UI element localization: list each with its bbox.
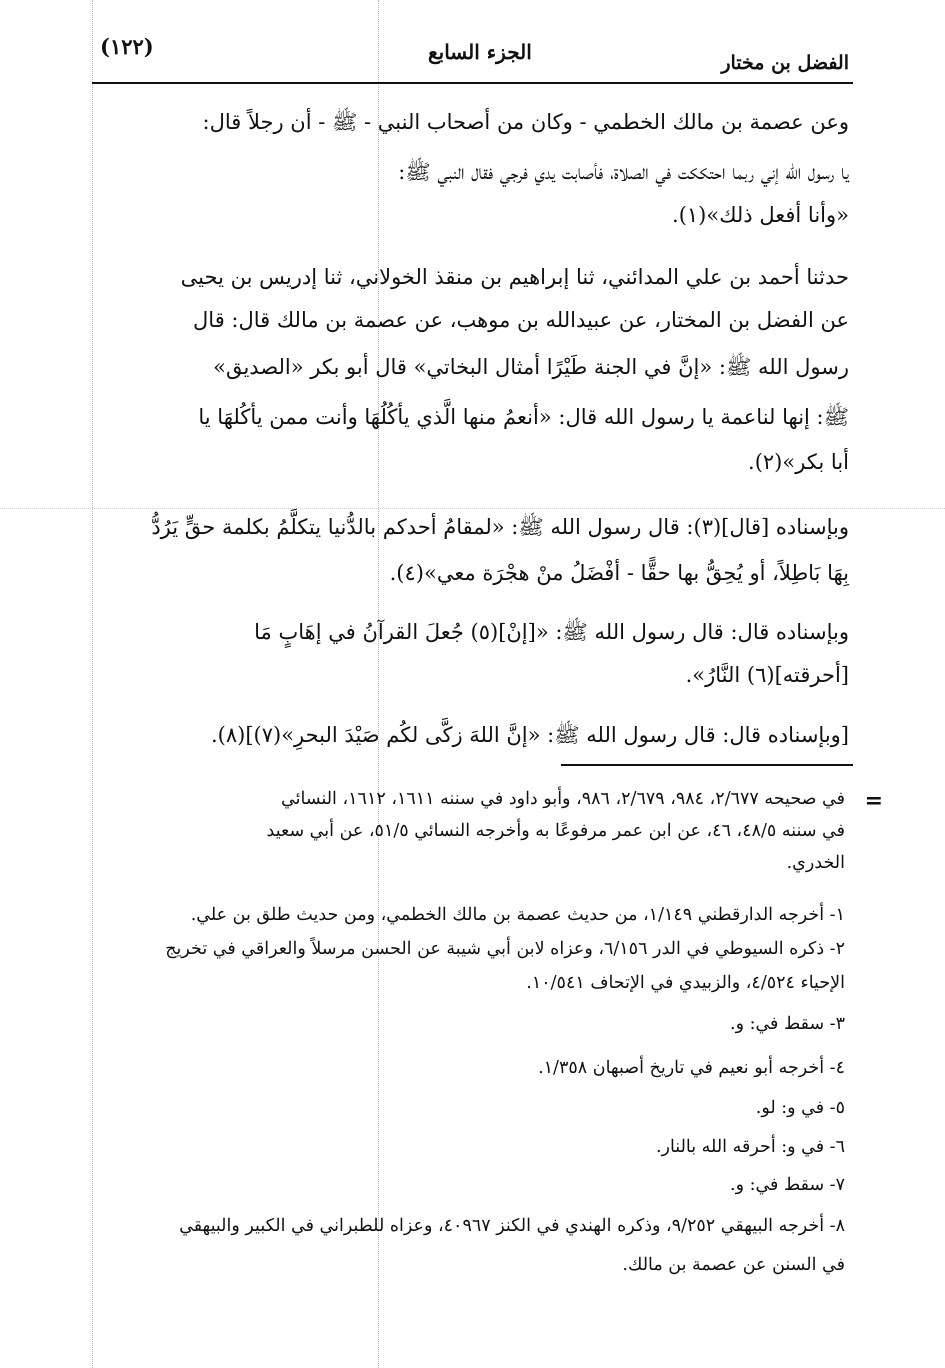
footnote-line: الخدري. [786, 853, 845, 873]
body-line: [وبإسناده قال: قال رسول الله ﷺ: «إنَّ اللهَ زكَّى لكُم صَيْدَ البحرِ»(٧)](٨). [210, 723, 849, 747]
continuation-marker: = [864, 788, 883, 814]
body-line: عن الفضل بن المختار، عن عبيدالله بن موهب، عن عصمة بن مالك قال: قال [193, 308, 849, 332]
body-line: «وأنا أفعل ذلك»(١). [672, 203, 849, 227]
footnote-line: في صحيحه ٢/٦٧٧، ٩٨٤، ٢/٦٧٩، ٩٨٦، وأبو داود في سننه ١٦١١، ١٦١٢، النسائي [281, 789, 845, 809]
footnote-line: ٥- في و: لو. [755, 1098, 845, 1118]
body-line: وبإسناده [قال](٣): قال رسول الله ﷺ: «لمقامُ أحدكم بالدُّنيا يتكلَّمُ بكلمة حقٍّ يَرُدُّ [151, 515, 849, 539]
scan-dotted-line [92, 0, 93, 1368]
body-line: ﷺ: إنها لناعمة يا رسول الله قال: «أنعمُ منها الَّذي يأكُلُهَا وأنت ممن يأكُلهَا يا [198, 405, 849, 429]
footnote-line: ٣- سقط في: و. [730, 1014, 845, 1034]
footnote-line: ٤- أخرجه أبو نعيم في تاريخ أصبهان ١/٣٥٨. [538, 1058, 845, 1078]
body-line: بِهَا بَاطِلاً، أو يُحِقُّ بها حقًّا - أفْضَلُ منْ هجْرَة معي»(٤). [389, 561, 849, 585]
footnote-line: ٧- سقط في: و. [730, 1175, 845, 1195]
body-line: حدثنا أحمد بن علي المدائني، ثنا إبراهيم بن منقذ الخولاني، ثنا إدريس بن يحيى [180, 265, 849, 289]
body-line: يا رسول الله إني ربما احتككت في الصلاة، فأصابت يدي فرجي فقال النبي ﷺ: [398, 160, 849, 184]
footnote-line: ٢- ذكره السيوطي في الدر ٦/١٥٦، وعزاه لابن أبي شيبة عن الحسن مرسلاً والعراقي في تخريج [165, 939, 845, 959]
scan-dotted-line [0, 508, 945, 509]
footnote-line: في السنن عن عصمة بن مالك. [622, 1255, 845, 1275]
footnote-line: ٦- في و: أحرقه الله بالنار. [655, 1137, 845, 1157]
header-rule [92, 82, 853, 84]
body-line: رسول الله ﷺ: «إنَّ في الجنة طَيْرًا أمثال البخاتي» قال أبو بكر «الصديق» [213, 355, 849, 379]
footnote-line: في سننه ٤٨/٥، ٤٦، عن ابن عمر مرفوعًا به وأخرجه النسائي ٥١/٥، عن أبي سعيد [266, 821, 845, 841]
scan-dotted-line [378, 0, 379, 1368]
running-head-volume: الجزء السابع [428, 40, 532, 64]
body-line: أبا بكر»(٢). [748, 450, 849, 474]
body-line: [أحرقته](٦) النَّارُ». [685, 663, 849, 687]
page-number: (١٢٢) [100, 34, 154, 59]
footnote-line: ٨- أخرجه البيهقي ٩/٢٥٢، وذكره الهندي في الكنز ٤٠٩٦٧، وعزاه للطبراني في الكبير والبيهقي [179, 1216, 845, 1236]
body-line: وعن عصمة بن مالك الخطمي - وكان من أصحاب النبي - ﷺ - أن رجلاً قال: [202, 110, 849, 134]
footnote-line: الإحياء ٤/٥٢٤، والزبيدي في الإتحاف ١٠/٥٤١. [526, 973, 845, 993]
running-head-entry: الفضل بن مختار [721, 52, 849, 74]
body-line: وبإسناده قال: قال رسول الله ﷺ: «[إنْ](٥) جُعلَ القرآنُ في إهَابٍ مَا [254, 620, 849, 644]
footnote-line: ١- أخرجه الدارقطني ١/١٤٩، من حديث عصمة بن مالك الخطمي، ومن حديث طلق بن علي. [190, 905, 845, 925]
footnote-separator [561, 764, 853, 766]
